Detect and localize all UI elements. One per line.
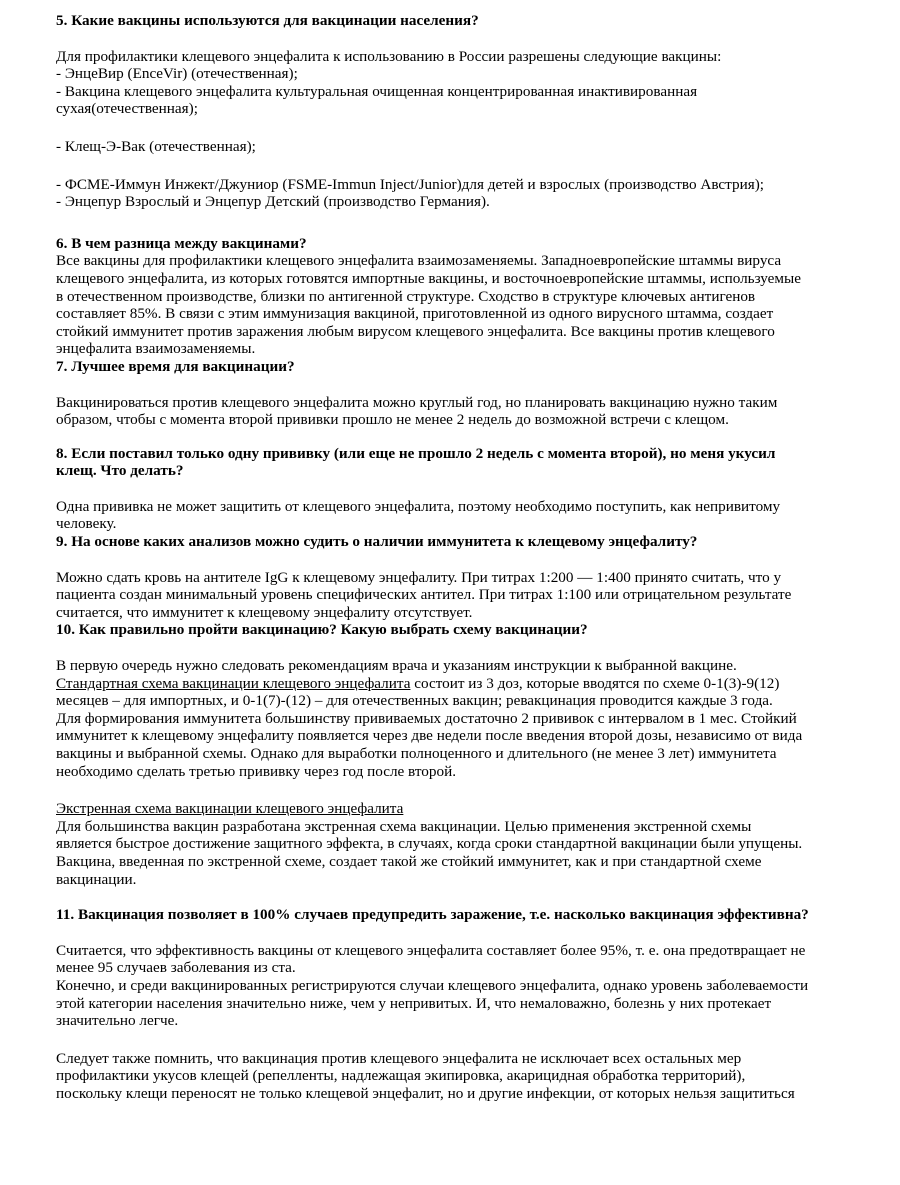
emergency-scheme-label: Экстренная схема вакцинации клещевого энцефалита xyxy=(56,800,404,818)
section-8-heading-cont: клещ. Что делать? xyxy=(56,462,184,480)
section-8-heading: 8. Если поставил только одну прививку (или еще не прошло 2 недель с момента второй), но меня укусил xyxy=(56,444,776,462)
paragraph-text: Одна прививка не может защитить от клещевого энцефалита, поэтому необходимо поступить, как непривитому xyxy=(56,497,781,515)
paragraph-text: вакцинации. xyxy=(56,870,137,888)
paragraph-text xyxy=(56,675,876,693)
paragraph-text: образом, чтобы с момента второй прививки прошло не менее 2 недель до возможной встречи с клещом. xyxy=(56,411,729,429)
paragraph-text: профилактики укусов клещей (репелленты, надлежащая экипировка, акарицидная обработка территорий), xyxy=(56,1067,746,1085)
paragraph-text: считается, что иммунитет к клещевому энцефалиту отсутствует. xyxy=(56,603,473,621)
list-item: - Энцепур Взрослый и Энцепур Детский (производство Германия). xyxy=(56,193,490,211)
paragraph-text: поскольку клещи переносят не только клещевой энцефалит, но и другие инфекции, от которых нельзя защититься xyxy=(56,1084,795,1102)
section-5-heading: 5. Какие вакцины используются для вакцинации населения? xyxy=(56,12,479,29)
list-item: - Клещ-Э-Вак (отечественная); xyxy=(56,137,256,155)
section-7-heading: 7. Лучшее время для вакцинации? xyxy=(56,357,295,375)
paragraph-text: клещевого энцефалита, из которых готовятся импортные вакцины, и восточноевропейские штаммы, используемые xyxy=(56,269,801,287)
section-6-heading: 6. В чем разница между вакцинами? xyxy=(56,234,307,252)
paragraph-text: Считается, что эффективность вакцины от клещевого энцефалита составляет более 95%, т. е. она предотвращает не xyxy=(56,941,806,959)
standard-scheme-label: Стандартная схема вакцинации клещевого энцефалита xyxy=(56,674,411,692)
section-9-heading: 9. На основе каких анализов можно судить о наличии иммунитета к клещевому энцефалиту? xyxy=(56,533,698,551)
paragraph-text: иммунитет к клещевому энцефалиту появляется через две недели после введения второй дозы, независимо от вида xyxy=(56,727,803,745)
list-item: - ФСМЕ-Иммун Инжект/Джуниор (FSME-Immun Inject/Junior)для детей и взрослых (производство Австрия); xyxy=(56,175,764,193)
list-item: сухая(отечественная); xyxy=(56,100,198,118)
paragraph-text: составляет 85%. В связи с этим иммунизация вакциной, приготовленной из одного вирусного штамма, создает xyxy=(56,305,774,323)
paragraph-text: Вакцинироваться против клещевого энцефалита можно круглый год, но планировать вакцинацию нужно таким xyxy=(56,393,778,411)
paragraph-text: необходимо сделать третью прививку через год после второй. xyxy=(56,762,456,780)
document-page xyxy=(56,12,876,1103)
paragraph-text: Для большинства вакцин разработана экстренная схема вакцинации. Целью применения экстренной схемы xyxy=(56,817,752,835)
section-10-heading: 10. Как правильно пройти вакцинацию? Какую выбрать схему вакцинации? xyxy=(56,621,588,639)
paragraph-text: Следует также помнить, что вакцинация против клещевого энцефалита не исключает всех остальных мер xyxy=(56,1049,742,1067)
list-item: - Вакцина клещевого энцефалита культуральная очищенная концентрированная инактивированная xyxy=(56,82,698,100)
paragraph-text: вакцины и выбранной схемы. Однако для выработки полноценного и длительного (не менее 3 лет) иммунитета xyxy=(56,745,777,762)
paragraph-text: этой категории населения значительно ниже, чем у непривитых. И, что немаловажно, болезнь у них протекает xyxy=(56,994,772,1012)
paragraph-text: является быстрое достижение защитного эффекта, в случаях, когда сроки стандартной вакцинации были упущены. xyxy=(56,835,803,853)
paragraph-text: Все вакцины для профилактики клещевого энцефалита взаимозаменяемы. Западноевропейские штаммы вируса xyxy=(56,252,782,270)
paragraph-text: энцефалита взаимозаменяемы. xyxy=(56,340,256,358)
paragraph-text: состоит из 3 доз, которые вводятся по схеме 0-1(3)-9(12) xyxy=(410,674,780,692)
paragraph-text: человеку. xyxy=(56,515,117,533)
paragraph-text: Конечно, и среди вакцинированных регистрируются случаи клещевого энцефалита, однако уровень заболеваемости xyxy=(56,976,809,994)
list-item: - ЭнцеВир (EnceVir) (отечественная); xyxy=(56,65,298,83)
paragraph-text: стойкий иммунитет против заражения любым вирусом клещевого энцефалита. Все вакцины против клещевого xyxy=(56,322,775,340)
paragraph-text: менее 95 случаев заболевания из ста. xyxy=(56,959,296,977)
paragraph-text: в отечественном производстве, близки по антигенной структуре. Сходство в структуре ключевых антигенов xyxy=(56,287,756,305)
paragraph-text: пациента создан минимальный уровень специфических антител. При титрах 1:100 или отрицательном результате xyxy=(56,586,792,604)
paragraph-text: Можно сдать кровь на антителе IgG к клещевому энцефалиту. При титрах 1:200 — 1:400 принято считать, что у xyxy=(56,568,782,586)
section-11-heading: 11. Вакцинация позволяет в 100% случаев предупредить заражение, т.е. насколько вакцинация эффективна? xyxy=(56,906,809,924)
paragraph-text: Для профилактики клещевого энцефалита к использованию в России разрешены следующие вакцины: xyxy=(56,47,722,65)
paragraph-text: В первую очередь нужно следовать рекомендациям врача и указаниям инструкции к выбранной вакцине. xyxy=(56,657,737,675)
paragraph-text: месяцев – для импортных, и 0-1(7)-(12) – для отечественных вакцин; ревакцинация проводится каждые 3 года. xyxy=(56,692,773,710)
paragraph-text: Вакцина, введенная по экстренной схеме, создает такой же стойкий иммунитет, как и при стандартной схеме xyxy=(56,852,762,870)
paragraph-text: Для формирования иммунитета большинству прививаемых достаточно 2 прививок с интервалом в 1 мес. Стойкий xyxy=(56,709,797,727)
paragraph-text: значительно легче. xyxy=(56,1012,179,1030)
